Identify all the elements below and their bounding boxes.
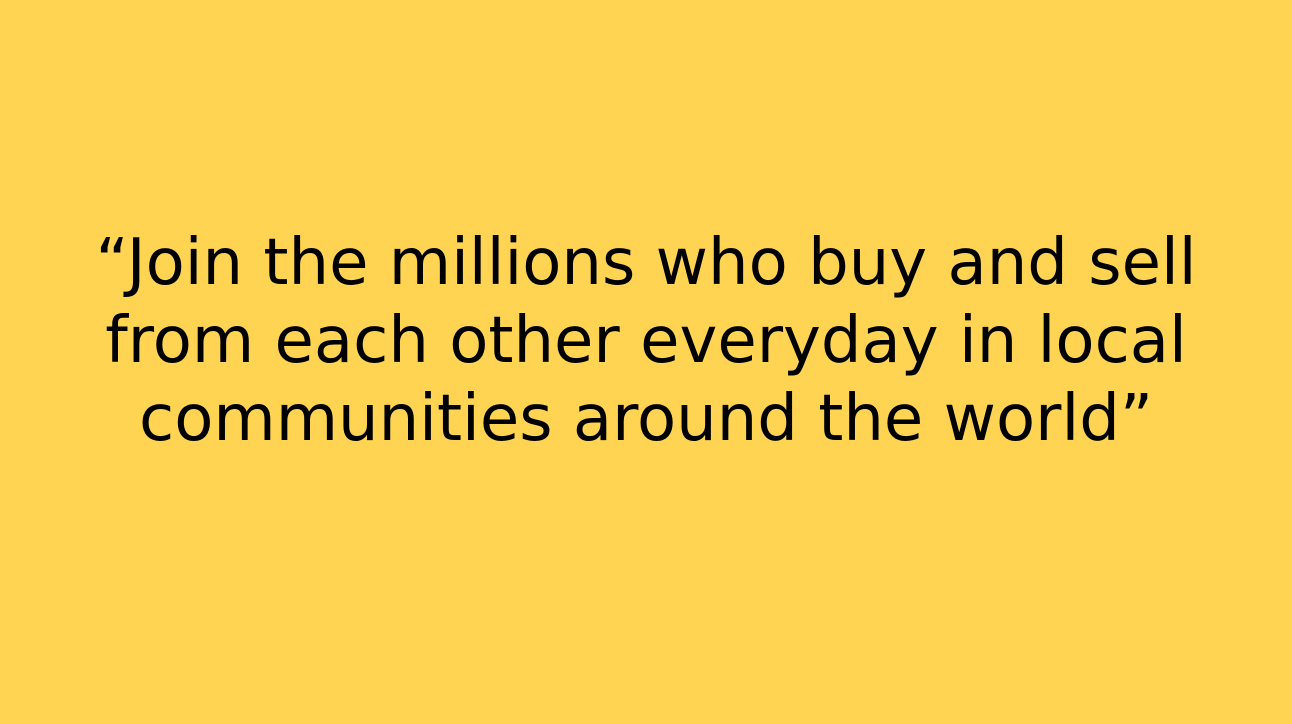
quote-line-1: “Join the millions who buy and sell <box>95 226 1197 300</box>
quote-line-2: from each other everyday in local <box>105 304 1187 378</box>
quote-line-3: communities around the world” <box>139 382 1153 456</box>
quote-text <box>40 224 1252 458</box>
